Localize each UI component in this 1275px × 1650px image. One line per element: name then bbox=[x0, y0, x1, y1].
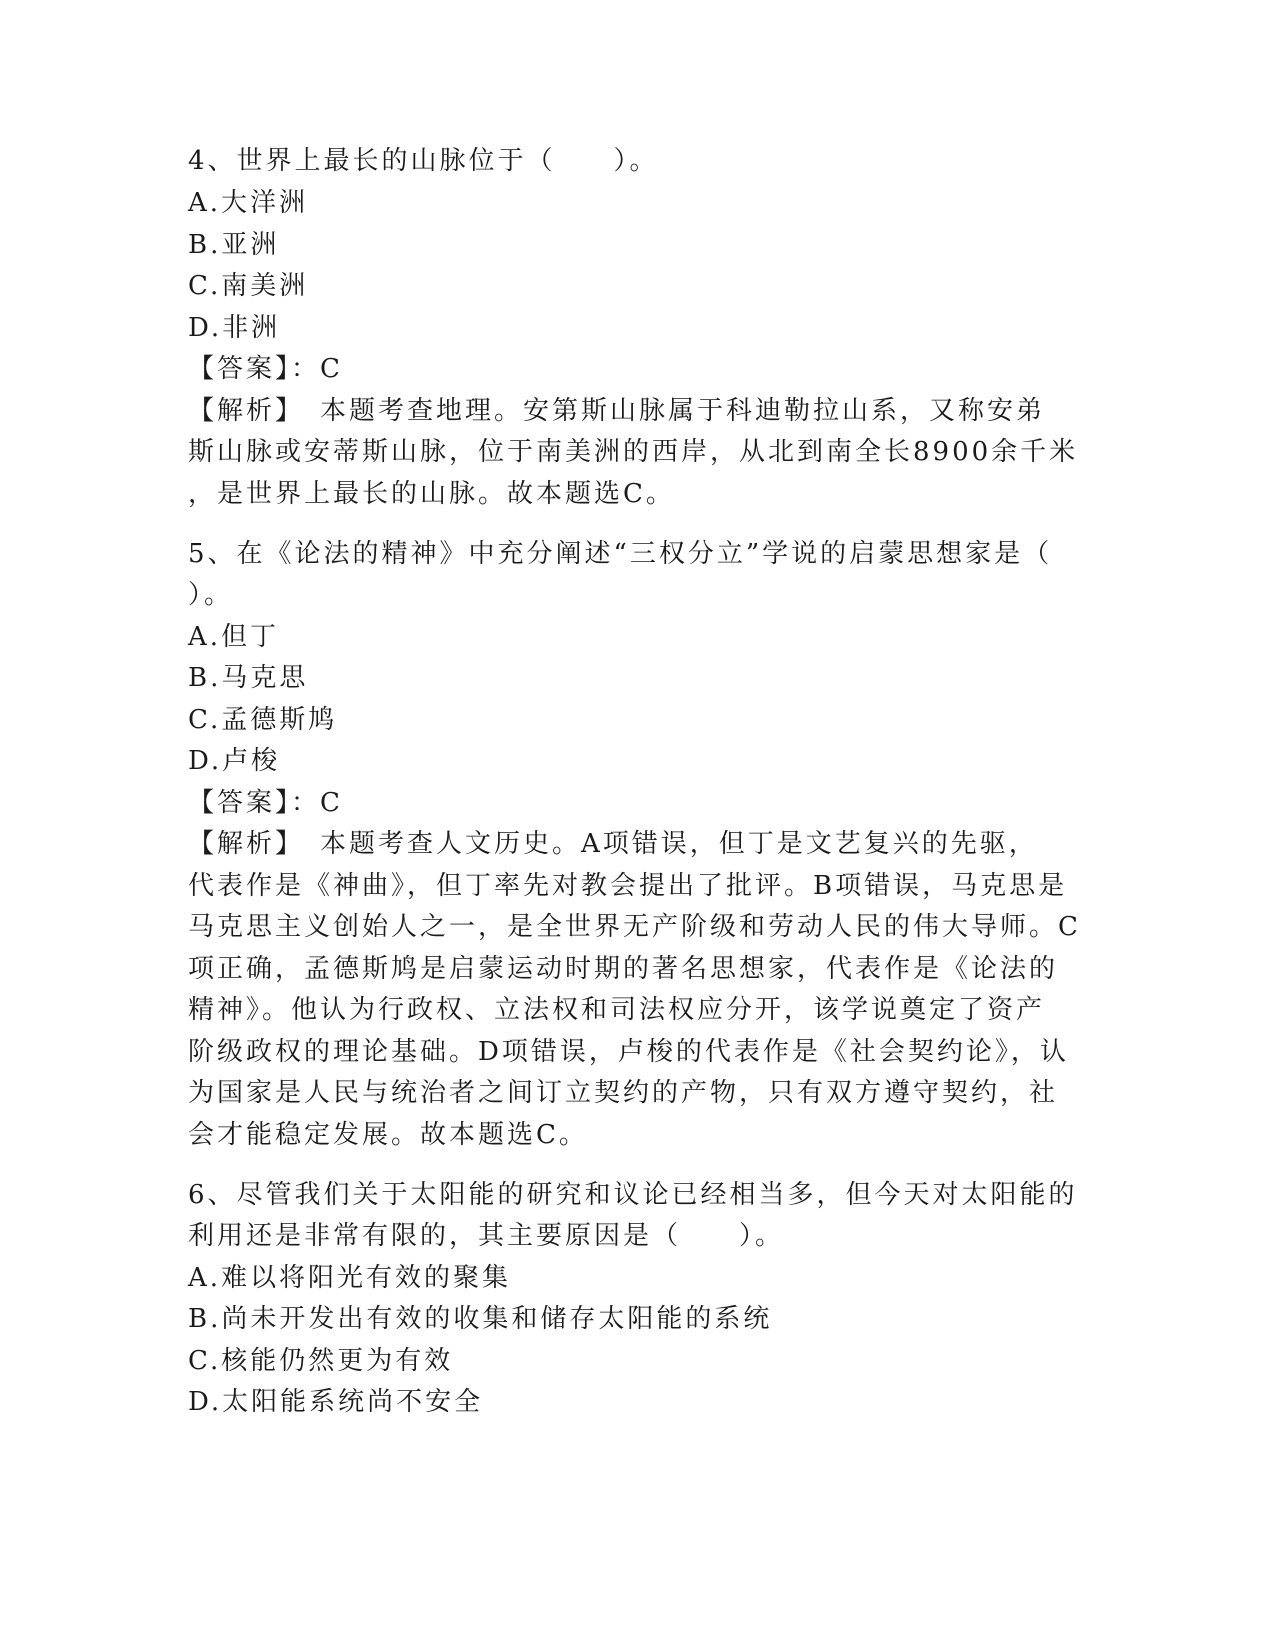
question-4-option-a: A.大洋洲 bbox=[188, 188, 309, 218]
question-5-explanation-line: 会才能稳定发展。故本题选C。 bbox=[188, 1120, 588, 1150]
question-5-explanation-line: 代表作是《神曲》，但丁率先对教会提出了批评。B项错误，马克思是 bbox=[188, 871, 1068, 901]
question-4-option-c: C.南美洲 bbox=[188, 271, 309, 301]
question-5-stem-cont: ）。 bbox=[188, 580, 234, 610]
question-5-option-d: D.卢梭 bbox=[188, 746, 281, 776]
question-6-option-c: C.核能仍然更为有效 bbox=[188, 1346, 454, 1376]
question-6-option-b: B.尚未开发出有效的收集和储存太阳能的系统 bbox=[188, 1304, 773, 1334]
question-5-option-b: B.马克思 bbox=[188, 663, 309, 693]
question-5-explanation-line: 精神》。他认为行政权、立法权和司法权应分开，该学说奠定了资产 bbox=[188, 995, 1046, 1025]
question-5-explanation-line: 阶级政权的理论基础。D项错误，卢梭的代表作是《社会契约论》，认 bbox=[188, 1037, 1069, 1067]
question-6-option-d: D.太阳能系统尚不安全 bbox=[188, 1387, 484, 1417]
question-5-explanation-line: 【解析】 本题考查人文历史。A项错误，但丁是文艺复兴的先驱， bbox=[188, 829, 1038, 859]
question-4-explanation-line: 【解析】 本题考查地理。安第斯山脉属于科迪勒拉山系，又称安弟 bbox=[188, 396, 1046, 426]
question-4-explanation-line: 斯山脉或安蒂斯山脉，位于南美洲的西岸，从北到南全长8900余千米 bbox=[188, 437, 1079, 467]
question-5-explanation-line: 项正确，孟德斯鸠是启蒙运动时期的著名思想家，代表作是《论法的 bbox=[188, 954, 1059, 984]
question-4-option-d: D.非洲 bbox=[188, 313, 281, 343]
question-5-stem: 5、在《论法的精神》中充分阐述“三权分立”学说的启蒙思想家是（ bbox=[188, 539, 1053, 569]
question-4-option-b: B.亚洲 bbox=[188, 230, 280, 260]
question-5-explanation-line: 为国家是人民与统治者之间订立契约的产物，只有双方遵守契约，社 bbox=[188, 1078, 1059, 1108]
question-4-explanation-line: ，是世界上最长的山脉。故本题选C。 bbox=[188, 479, 675, 509]
question-6-stem-cont: 利用还是非常有限的，其主要原因是（ ）。 bbox=[188, 1221, 785, 1251]
question-5-option-c: C.孟德斯鸠 bbox=[188, 705, 338, 735]
question-4-stem: 4、世界上最长的山脉位于（ ）。 bbox=[188, 146, 659, 176]
question-5-option-a: A.但丁 bbox=[188, 622, 280, 652]
question-6-option-a: A.难以将阳光有效的聚集 bbox=[188, 1263, 512, 1293]
question-4-answer: 【答案】：C bbox=[188, 354, 343, 384]
question-5-answer: 【答案】：C bbox=[188, 788, 343, 818]
question-5-explanation-line: 马克思主义创始人之一，是全世界无产阶级和劳动人民的伟大导师。C bbox=[188, 912, 1081, 942]
question-6-stem: 6、尽管我们关于太阳能的研究和议论已经相当多，但今天对太阳能的 bbox=[188, 1180, 1078, 1210]
